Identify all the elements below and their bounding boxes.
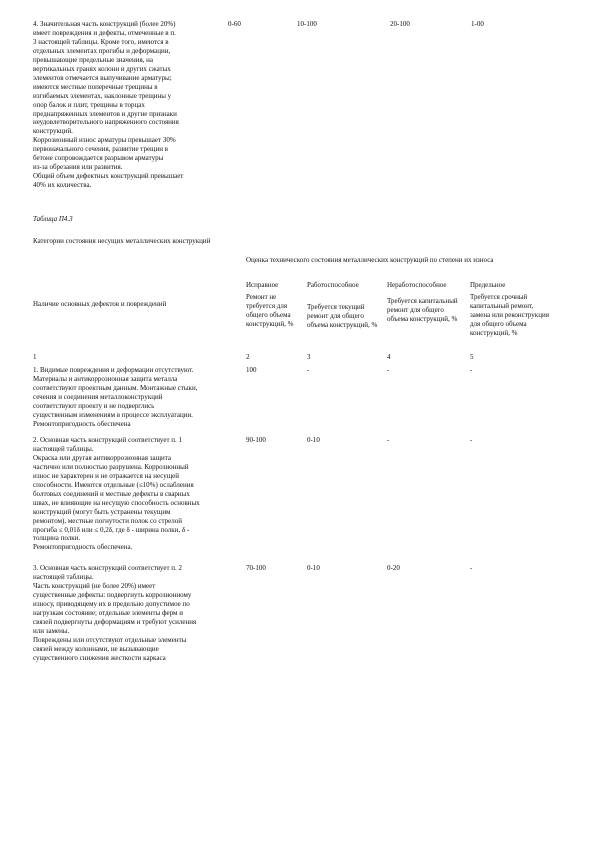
row-description: 2. Основная часть конструкций соответствует п. 1 настоящей таблицы. Окраска или другая антикоррозионная защита частично или полностью разрушена. Коррозионный износ не характерен и не отражается на несущей способности. Имеются отдельные (≤10%) ослабления болтовых соединений и местные дефекты в сварных швах, не влияющие на несущую способность основных конструкций (могут быть устранены текущим ремонтом), местные погнутости полок со стрелой прогиба ≤ 0,01δ или ≤ 0,2δ, где δ - ширина полки, δ - толщина полки. Ремонтопригодность обеспечена. (33, 436, 200, 552)
column-number-3: 3 (307, 353, 311, 361)
column-number-5: 5 (470, 353, 474, 361)
row-value-ispravnoe: 100 (246, 366, 257, 374)
prev-row-value-1: 0-60 (228, 20, 241, 28)
row-value-predelnoe: - (470, 564, 473, 572)
category-note-1: Ремонт не требуется для общего объема конструкций, % (246, 293, 294, 328)
prev-row-description: 4. Значительная часть конструкций (более 20%) имеет повреждения и дефекты, отмеченные в п. 3 настоящей таблицы. Кроме того, имеются в отдельных элементах прогибы и деформации, превышающие предельные значения, на вертикальных гранях колонн и других сжатых элементов отмечается выпучивание арматуры; имеются местные поперечные трещины в изгибаемых элементах, наклонные трещины у опор балок и плит, трещины в торцах преднапряженных элементов и другие признаки неудовлетворительного напряженного состояния конструкций. Коррозионный износ арматуры превышает 30% первоначального сечения, развитие трещин в бетоне сопровождается разрывом арматуры из-за обрезания или развития. Общий объем дефектных конструкций превышает 40% их количества. (33, 20, 184, 190)
column-number-1: 1 (33, 353, 37, 361)
prev-row-value-3: 20-100 (390, 20, 410, 28)
category-2: Работоспособное (307, 281, 359, 289)
table-title: Категории состояния несущих металлических конструкций (33, 237, 211, 245)
column-number-4: 4 (387, 353, 391, 361)
row-value-ispravnoe: 70-100 (246, 564, 266, 572)
category-1: Исправное (246, 281, 279, 289)
header-group: Оценка технического состояния металлических конструкций по степени их износа (246, 256, 494, 264)
row-value-rabotosposobnoe: 0-10 (307, 436, 320, 444)
row-description: 3. Основная часть конструкций соответствует п. 2 настоящей таблицы. Часть конструкций (не более 20%) имеет существенные дефекты: подвергнуть коррозионному износу, приводящему их в предельно допустимое по нагрузкам состояние; отдельные элементы ферм и связей подвергнуты деформациям и требуют усиления или замены. Повреждены или отсутствуют отдельные элементы связей между колоннами, не вызывающие существенного снижения жесткости каркаса (33, 564, 197, 662)
category-3: Неработоспособное (387, 281, 447, 289)
category-4: Предельное (470, 281, 506, 289)
row-value-predelnoe: - (470, 366, 473, 374)
prev-row-value-2: 10-100 (297, 20, 317, 28)
row-value-nerabotosposobnoe: - (387, 366, 390, 374)
category-note-3: Требуется капитальный ремонт для общего объема конструкций, % (387, 297, 458, 323)
row-value-nerabotosposobnoe: 0-20 (387, 564, 400, 572)
row-description: 1. Видимые повреждения и деформации отсутствуют. Материалы и антикоррозионная защита металла соответствуют проектным данным. Монтажные стыки, сечения и соединения металлоконструкций соответствуют проекту и не подверглись существенным изменениям в процессе эксплуатации. Ремонтопригодность обеспечена (33, 366, 198, 428)
table-caption: Таблица П4.3 (33, 215, 73, 223)
row-value-rabotosposobnoe: 0-10 (307, 564, 320, 572)
category-note-2: Требуется текущий ремонт для общего объема конструкций, % (307, 303, 378, 329)
row-value-predelnoe: - (470, 436, 473, 444)
row-value-rabotosposobnoe: - (307, 366, 310, 374)
column-number-2: 2 (246, 353, 250, 361)
row-value-ispravnoe: 90-100 (246, 436, 266, 444)
prev-row-value-4: 1-00 (471, 20, 484, 28)
row-value-nerabotosposobnoe: - (387, 436, 390, 444)
category-note-4: Требуется срочный капитальный ремонт, замена или реконструкция для общего объема конструкций, % (470, 293, 549, 337)
header-left: Наличие основных дефектов и повреждений (33, 300, 167, 308)
